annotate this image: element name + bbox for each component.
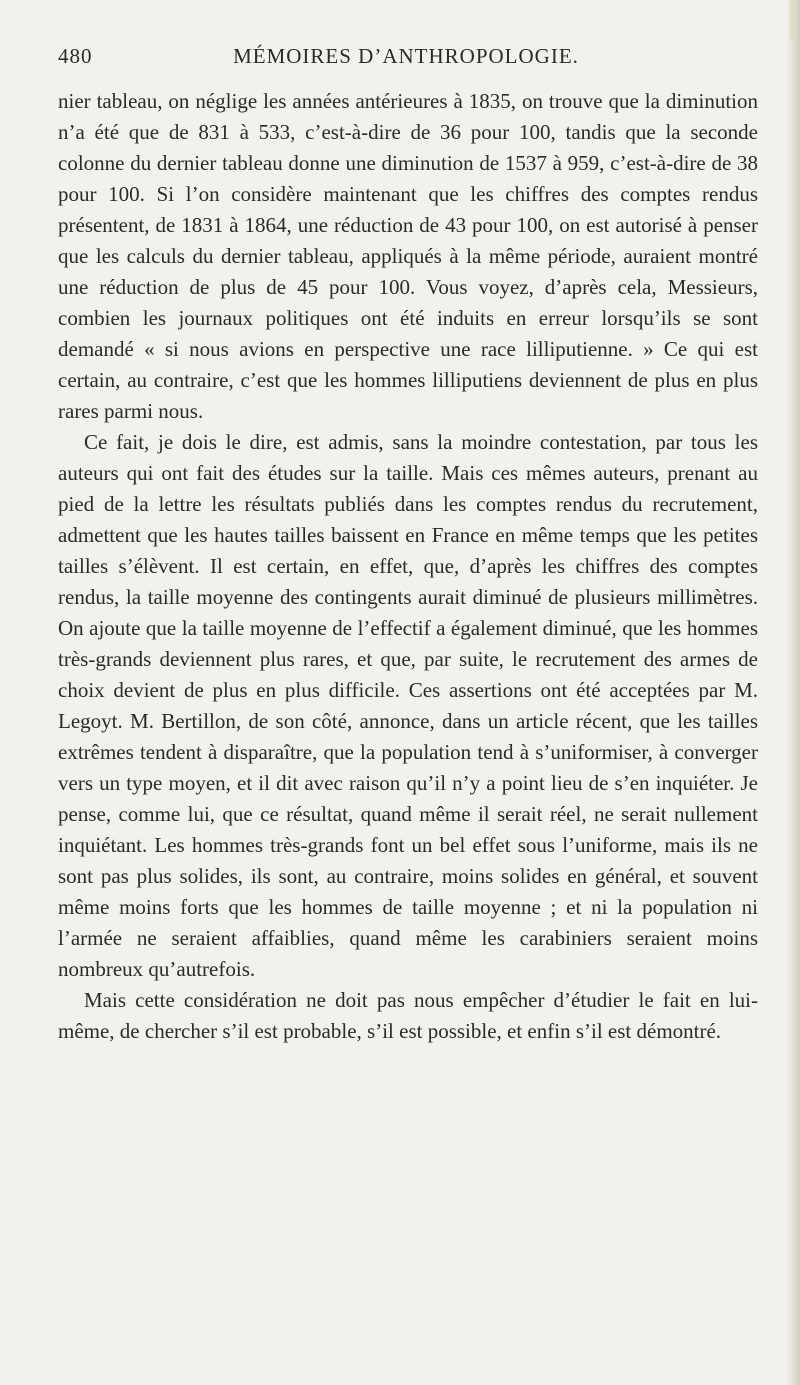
paragraph-continuation: nier tableau, on néglige les années antérieures à 1835, on trouve que la diminution n’a été que de 831 à 533, c’est-à-dire de 36 pour 100, tandis que la seconde colonne du dernier tableau donne une diminution de 1537 à 959, c’est-à-dire de 38 pour 100. Si l’on considère maintenant que les chiffres des comptes rendus présentent, de 1831 à 1864, une réduction de 43 pour 100, on est autorisé à penser que les calculs du dernier tableau, appliqués à la même période, auraient montré une réduction de plus de 45 pour 100. Vous voyez, d’après cela, Messieurs, combien les journaux politiques ont été induits en erreur lorsqu’ils se sont demandé « si nous avions en perspective une race lilliputienne. » Ce qui est certain, au contraire, c’est que les hommes lilliputiens deviennent de plus en plus rares parmi nous. (58, 89, 758, 423)
running-head (58, 44, 754, 74)
running-title: MÉMOIRES D’ANTHROPOLOGIE. (233, 44, 579, 68)
page-edge-shadow (786, 0, 800, 1385)
page-number: 480 (58, 44, 93, 68)
body-text (58, 86, 758, 1047)
paragraph-taille-argument: Ce fait, je dois le dire, est admis, sans la moindre contestation, par tous les auteurs qui ont fait des études sur la taille. Mais ces mêmes auteurs, prenant au pied de la lettre les résultats publiés dans les comptes rendus du recrutement, admettent que les hautes tailles baissent en France en même temps que les petites tailles s’élèvent. Il est certain, en effet, que, d’après les chiffres des comptes rendus, la taille moyenne des contingents aurait diminué de plusieurs millimètres. On ajoute que la taille moyenne de l’effectif a également diminué, que les hommes très-grands deviennent plus rares, et que, par suite, le recrutement des armes de choix devient de plus en plus difficile. Ces assertions ont été acceptées par M. Legoyt. M. Bertillon, de son côté, annonce, dans un article récent, que les tailles extrêmes tendent à disparaître, que la population tend à s’uniformiser, à converger vers un type moyen, et il dit avec raison qu’il n’y a point lieu de s’en inquiéter. Je pense, comme lui, que ce résultat, quand même il serait réel, ne serait nullement inquiétant. Les hommes très-grands font un bel effet sous l’uniforme, mais ils ne sont pas plus solides, ils sont, au contraire, moins solides en général, et souvent même moins forts que les hommes de taille moyenne ; et ni la population ni l’armée ne seraient affaiblies, quand même les carabiniers seraient moins nombreux qu’autrefois. (58, 430, 758, 981)
paragraph-conclusion: Mais cette considération ne doit pas nous empêcher d’étudier le fait en lui-même, de chercher s’il est probable, s’il est possible, et enfin s’il est démontré. (58, 988, 758, 1043)
